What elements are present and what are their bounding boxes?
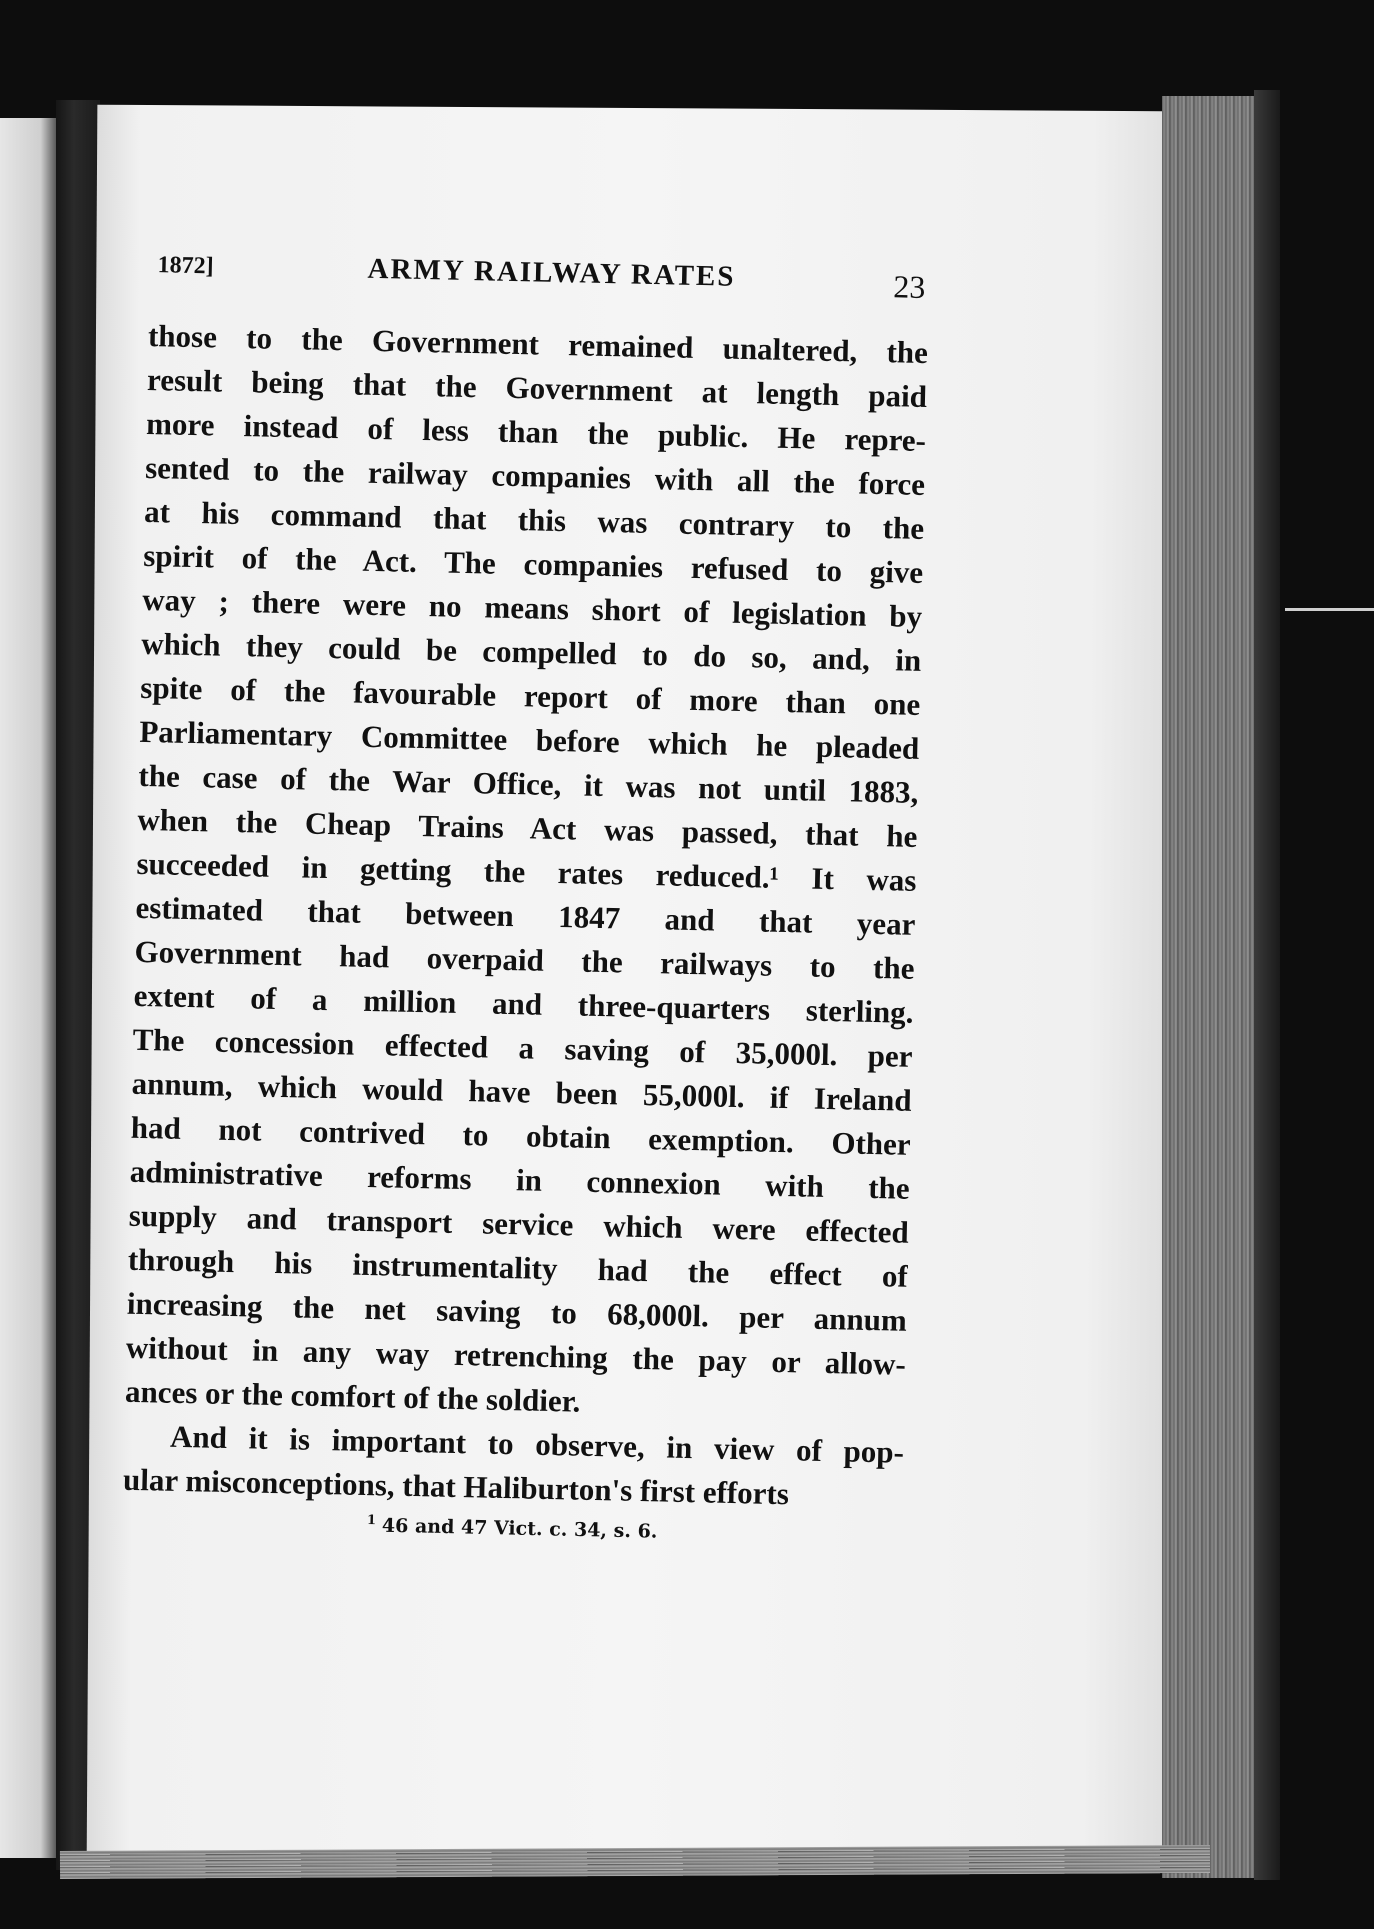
footnote-marker: 1: [366, 1513, 377, 1529]
text-line: ances or the comfort of the soldier.: [124, 1373, 581, 1419]
text-line: when the Cheap Trains Act was passed, that he: [137, 801, 918, 854]
body-text: [123, 314, 929, 1519]
text-line: through his instrumentality had the effect of: [127, 1241, 909, 1294]
text-line: result being that the Government at length paid: [146, 361, 928, 414]
text-line: estimated that between 1847 and that year: [135, 889, 916, 942]
text-line: administrative reforms in connexion with the: [129, 1153, 911, 1206]
text-line: at his command that this was contrary to the: [143, 493, 925, 546]
text-line: succeeded in getting the rates reduced.¹ It was: [136, 845, 917, 898]
text-line: more instead of less than the public. He repre-: [145, 405, 927, 458]
page-content: [122, 248, 930, 1548]
text-line: The concession effected a saving of 35,000l. per: [132, 1021, 913, 1074]
text-line: supply and transport service which were effected: [128, 1197, 910, 1250]
page-number: 23: [892, 268, 926, 305]
text-line: way ; there were no means short of legislation by: [141, 581, 923, 634]
text-line: increasing the net saving to 68,000l. per annum: [126, 1285, 908, 1338]
text-line: without in any way retrenching the pay or allow-: [125, 1329, 907, 1382]
page-stack-shadow: [1254, 90, 1280, 1880]
facing-page-edge: [0, 118, 58, 1858]
scan-rule-mark: [1285, 608, 1374, 611]
text-line: had not contrived to obtain exemption. Other: [130, 1109, 912, 1162]
text-line: Government had overpaid the railways to the: [134, 933, 915, 986]
footnote-text: 46 and 47 Vict. c. 34, s. 6.: [381, 1514, 658, 1543]
text-line: which they could be compelled to do so, and, in: [140, 625, 922, 678]
text-line: the case of the War Office, it was not until 1883,: [138, 757, 919, 810]
bottom-page-edges: [60, 1845, 1210, 1879]
text-line: annum, which would have been 55,000l. if Ireland: [131, 1065, 912, 1118]
page-stack-edges: [1162, 96, 1254, 1878]
text-line: And it is important to observe, in view of pop-: [169, 1418, 905, 1470]
text-line: those to the Government remained unaltered, the: [147, 317, 929, 370]
text-line: spirit of the Act. The companies refused to give: [142, 537, 924, 590]
text-line: spite of the favourable report of more than one: [140, 669, 921, 722]
text-line: extent of a million and three-quarters sterling.: [133, 977, 914, 1030]
running-head-title: ARMY RAILWAY RATES: [367, 252, 736, 293]
running-head-year: 1872]: [157, 252, 214, 280]
paragraph: [123, 1414, 905, 1519]
text-line: sented to the railway companies with all the force: [144, 449, 926, 502]
text-line: ular misconceptions, that Haliburton's first efforts: [122, 1461, 790, 1512]
text-line: Parliamentary Committee before which he pleaded: [139, 713, 920, 766]
paragraph: [125, 314, 929, 1431]
